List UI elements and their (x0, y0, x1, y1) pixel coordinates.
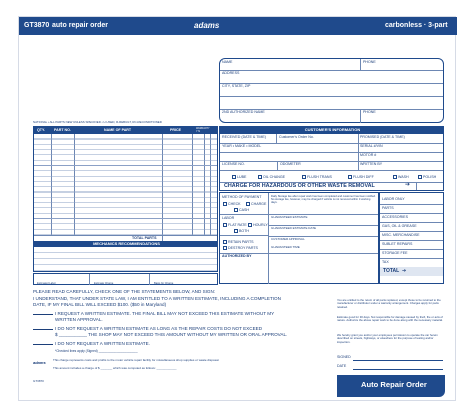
estimate-terms-text: Estimate good for 30 days. Not responsible for damage caused by theft, fire or acts of nature. Authorize the above repair work to be done along with the necessary material. (337, 315, 443, 323)
legal-section (33, 289, 333, 399)
daily-storage-text: Daily Storage fee after repair work has been completed and customer has been notified. No storage fee, however, may be charged if vehicle is not removed within 3 working days. (271, 195, 376, 205)
please-read-text: PLEASE READ CAREFULLY, CHECK ONE OF THE STATEMENTS BELOW, AND SIGN: (33, 289, 216, 294)
customer-name-label: NAME (222, 60, 233, 64)
col-part-no: PART NO. (54, 128, 71, 132)
brand-logo: adams (194, 21, 220, 30)
service-wash[interactable]: WASH (393, 175, 409, 180)
labor-label: LABOR (222, 216, 235, 220)
permission-text: We hereby grant you and/or your employees permission to operate the car herein described on streets, highways, or elsewhere for the purpose of testing and/or inspection. (337, 333, 438, 344)
service-oil-change[interactable]: OIL CHANGE (258, 175, 285, 180)
customer-phone-label: PHONE (363, 60, 376, 64)
customer-approval-label: CUSTOMER APPROVAL (271, 237, 305, 241)
flat-rate-checkbox[interactable] (223, 223, 227, 227)
received-label: RECEIVED (DATE & TIME) (222, 135, 266, 139)
parts-table (33, 126, 218, 272)
charge-sublet-label: SUBLET REPAIRS (382, 242, 413, 246)
both-checkbox[interactable] (234, 229, 238, 233)
form-variant: carbonless · 3-part (385, 22, 448, 29)
arrow-right-icon: ➔ (405, 182, 411, 188)
guaranteed-estimate-label: GUARANTEED ESTIMATE (271, 215, 308, 219)
option-limit-estimate[interactable] (33, 326, 262, 332)
charge-checkbox[interactable] (246, 202, 250, 206)
polish-checkbox[interactable] (418, 175, 422, 179)
col-qty: QTY. (37, 128, 45, 132)
charge-tax-label: TAX (382, 260, 389, 264)
signature-line[interactable] (353, 360, 443, 361)
charge-misc-label: MISC. MERCHANDISE (382, 233, 420, 237)
charge-parts-label: PARTS (382, 206, 394, 210)
lube-checkbox[interactable] (232, 175, 236, 179)
pay-check[interactable]: CHECK (223, 202, 241, 207)
col-price: PRICE (170, 128, 181, 132)
option-limit-line-2: $ ___________ THE SHOP MAY NOT EXCEED THIS AMOUNT WITHOUT MY WRITTEN OR ORAL APPROVAL. (55, 332, 288, 337)
pay-charge[interactable]: CHARGE (246, 202, 266, 207)
option-no-estimate[interactable] (33, 341, 150, 347)
option-no-estimate-text: I DO NOT REQUEST A WRITTEN ESTIMATE. (55, 341, 150, 346)
customer-phone2-label: PHONE (363, 110, 376, 114)
oil-change-checkbox[interactable] (258, 175, 262, 179)
guaranteed-date-label: GUARANTEED ESTIMATE DATE (271, 226, 317, 230)
customer-city-label: CITY, STATE, ZIP (222, 84, 251, 88)
motor-label: MOTOR # (360, 153, 377, 157)
serial-vin-label: SERIAL #/VIN (360, 144, 383, 148)
shop-charge-note: This charge represents costs and profits to the motor vehicle repair facility for miscellaneous shop supplies or waste disposal. (53, 358, 220, 362)
payment-method-label: METHOD OF PAYMENT (222, 195, 262, 199)
customer-address-label: ADDRESS (222, 71, 240, 75)
checked-lines-note: *Checked lines apply (Signed) ______________________ (55, 349, 138, 353)
destroy-parts-checkbox[interactable] (223, 246, 227, 250)
cash-checkbox[interactable] (234, 208, 238, 212)
customer-order-label: Customer's Order No. (279, 135, 314, 139)
service-lube[interactable]: LUBE (232, 175, 246, 180)
total-label: TOTAL (383, 268, 400, 274)
basis-charge-label: Basis for Charge (154, 282, 174, 285)
retain-parts[interactable]: RETAIN PARTS (223, 240, 254, 245)
customer-info-block (219, 126, 444, 191)
authorized-by-label: AUTHORIZED BY (222, 254, 252, 258)
customer-info-title: CUSTOMER'S INFORMATION (304, 127, 361, 132)
charge-storage-label: STORAGE FEE (382, 251, 408, 255)
mechanics-label: MECHANICS RECOMMENDATIONS (93, 241, 160, 246)
pay-cash[interactable]: CASH (234, 208, 249, 213)
hazard-row (220, 182, 443, 190)
charge-gas-oil-label: GAS, OIL & GREASE (382, 224, 417, 228)
year-make-model-label: YEAR • MAKE • MODEL (222, 144, 262, 148)
service-polish[interactable]: POLISH (418, 175, 436, 180)
computed-charge-note: This amount includes a charge of $ _______ which was computed as follows: ____________ (53, 366, 177, 370)
service-flush-diff[interactable]: FLUSH DIFF (348, 175, 374, 180)
labor-both[interactable]: BOTH (234, 229, 249, 234)
option-written-estimate-line-2: WRITTEN APPROVAL. (55, 317, 103, 322)
signed-label: SIGNED (337, 355, 351, 359)
col-part-name: NAME OF PART (104, 128, 132, 132)
option-written-estimate-line-1: I REQUEST A WRITTEN ESTIMATE. THE FINAL BILL MAY NOT EXCEED THIS ESTIMATE WITHOUT MY (55, 311, 275, 316)
estimate-labor-label: Estimated Labor (37, 282, 56, 285)
destroy-parts[interactable]: DESTROY PARTS (223, 246, 258, 251)
promised-label: PROMISED (DATE & TIME) (360, 135, 405, 139)
check-checkbox[interactable] (223, 202, 227, 206)
footer-title-bar (337, 375, 445, 397)
retain-parts-checkbox[interactable] (223, 240, 227, 244)
footer-brand: adams GT3870 (33, 360, 46, 383)
parts-return-text: You are entitled to the return of all parts replaced, except those to be returned to the manufacturer or distributor under a warranty arrangement. Charges apply for parts retained. (337, 298, 441, 309)
repair-order-form (18, 16, 456, 401)
service-flush-trans[interactable]: FLUSH TRANS (302, 175, 332, 180)
understand-line-1: I UNDERSTAND, THAT UNDER STATE LAW, I AM ENTITLED TO A WRITTEN ESTIMATE, INCLUDING A COMPLETION (33, 296, 281, 301)
option-limit-line-1: I DO NOT REQUEST A WRITTEN ESTIMATE AS LONG AS THE REPAIR COSTS DO NOT EXCEED (55, 326, 263, 331)
hazard-label: CHARGE FOR HAZARDOUS OR OTHER WASTE REMOVAL (224, 183, 375, 189)
labor-flat-rate[interactable]: FLAT RATE (223, 223, 247, 228)
license-label: LICENSE NO. (222, 162, 245, 166)
charges-block (379, 192, 444, 284)
date-label: DATE (337, 364, 347, 368)
flush-diff-checkbox[interactable] (348, 175, 352, 179)
form-code: GT3870 (24, 22, 50, 29)
total-parts-label: TOTAL PARTS (132, 236, 157, 240)
col-warranty: WARRANTY Y N (196, 127, 210, 133)
customer-info-bar (220, 127, 443, 134)
estimate-charge-label: Estimate Charge (94, 282, 114, 285)
labor-hourly[interactable]: HOURLY (248, 223, 268, 228)
wash-checkbox[interactable] (393, 175, 397, 179)
option-written-estimate[interactable] (33, 311, 274, 317)
parts-note: NATIONAL • ALL PARTS NEW UNLESS SPECIFIED • U-USED, R-REBUILT, RC-RECONDITIONED (33, 120, 162, 124)
date-line[interactable] (353, 369, 443, 370)
charge-accessories-label: ACCESSORIES (382, 215, 408, 219)
customer-box (219, 58, 444, 123)
estimates-row (33, 273, 218, 285)
footer-title: Auto Repair Order (361, 380, 427, 389)
form-title: auto repair order (52, 22, 109, 29)
labor-only-label: LABOR ONLY (382, 197, 405, 201)
arrow-right-icon: ➔ (402, 268, 407, 274)
understand-line-2: DATE, IF MY FINAL BILL WILL EXCEED $100. ($50 in Maryland) (33, 302, 167, 307)
form-header (19, 17, 457, 35)
written-by-label: WRITTEN BY (360, 162, 383, 166)
flush-trans-checkbox[interactable] (302, 175, 306, 179)
guaranteed-time-label: GUARANTEED TIME (271, 245, 300, 249)
hourly-checkbox[interactable] (248, 223, 252, 227)
payment-block (219, 192, 379, 284)
odometer-label: ODOMETER (280, 162, 301, 166)
authorized-name-label: 2ND AUTHORIZED NAME (222, 110, 265, 114)
